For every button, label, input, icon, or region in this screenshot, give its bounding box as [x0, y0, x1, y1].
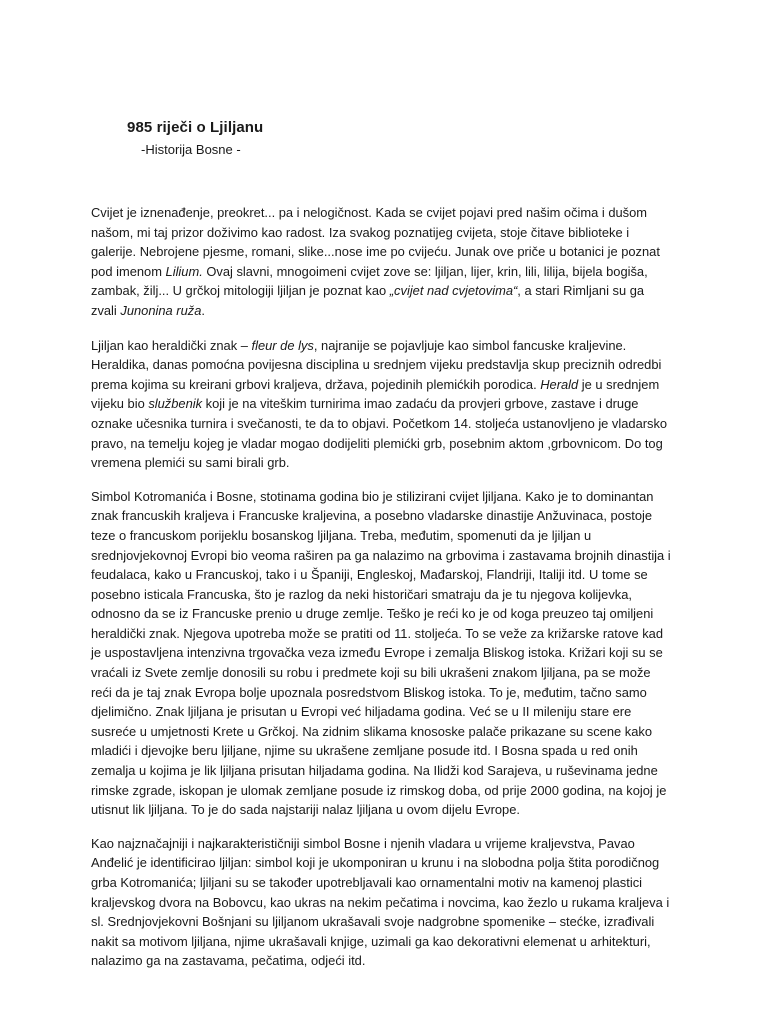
text-line: nalazimo ga na zastavama, pečatima, odjeći itd. [91, 953, 366, 969]
paragraph-kotromanic-symbol [91, 487, 695, 820]
text-line: zvali Junonina ruža. [91, 302, 205, 318]
document-title: 985 riječi o Ljiljanu [127, 119, 264, 136]
text-line: feudalaca, kako u Francuskoj, tako i u Španiji, Engleskoj, Mađarskoj, Flandriji, Italiji itd. U tome se [91, 567, 648, 583]
text-line: vremena plemići su sami birali grb. [91, 455, 290, 471]
text-line: Heraldika, danas pomoćna povijesna disciplina u srednjem vijeku predstavlja skup preciznih odredbi [91, 357, 662, 373]
document-subtitle: -Historija Bosne - [141, 142, 241, 157]
text-line: prema kojima su kreirani grbovi kraljeva, država, pojedinih plemićkih porodica. Herald je u srednjem [91, 376, 660, 392]
text-line: našom, mi taj prizor doživimo kao radost. Iza svakog poznatijeg cvijeta, stoje čitave biblioteke i [91, 224, 630, 240]
text-line: odnosno da se iz Francuske prenio u druge zemlje. Teško je reći ko je od koga preuzeo taj omiljeni [91, 606, 654, 622]
text-line: Simbol Kotromanića i Bosne, stotinama godina bio je stilizirani cvijet ljiljana. Kako je to dominantan [91, 488, 654, 504]
text-line: grba Kotromanića; ljiljani su se također upotrebljavali kao ornamentalni motiv na kamenoj plastici [91, 875, 642, 890]
text-line: kraljevskog dvora na Bobovcu, kao ukras na nekim pečatima i novcima, kao žezlo u rukama kraljeva i [91, 894, 670, 910]
text-line: Ljiljan kao heraldički znak – fleur de lys, najranije se pojavljuje kao simbol fancuske kraljevine. [91, 337, 627, 353]
text-line: Anđelić je identificirao ljiljan: simbol koji je ukomponiran u krunu i na slobodna polja štita porodičnog [91, 855, 660, 871]
text-line: oznake učesnika turnira i svečanosti, te da to objavi. Početkom 14. stoljeća ustanovljeno je vladarsko [91, 415, 668, 431]
text-line: rimske zgrade, iskopan je ulomak zemljane posude iz rimskog doba, od prije 2000 godina, na kojoj je [91, 782, 667, 798]
text-line: znak francuskih kraljeva i Francuske kraljevina, a posebno vladarske dinastije Anžuvinaca, postoje [91, 508, 653, 524]
paragraph-intro [91, 203, 695, 321]
text-line: djelimično. Znak ljiljana je prisutan u Evropi već hiljadama godina. Već se u II mileniju stare ere [91, 704, 632, 720]
text-line: utisnut lik ljiljana. To je do sada najstariji nalaz ljiljana u ovom dijelu Evrope. [91, 802, 520, 818]
text-line: zambak, žilj... U grčkoj mitologiji ljiljan je poznat kao „cvijet nad cvjetovima“, a stari Rimljani su ga [91, 283, 645, 299]
text-line: Kao najznačajniji i najkarakterističniji simbol Bosne i njenih vladara u vrijeme kraljevstva, Pavao [91, 835, 635, 851]
text-line: sl. Srednjovjekovni Bošnjani su ljiljanom ukrašavali svoje nadgrobne spomenike – stećke, izrađivali [91, 914, 655, 930]
text-line: vijeku bio službenik koji je na viteškim turnirima imao zadaću da provjeri grbove, zastave i druge [91, 396, 639, 412]
text-line: vraćali iz Svete zemlje donosili su robu i predmete koji su bili ukrašeni znakom ljiljana, pa se može [91, 665, 651, 681]
document-body [91, 203, 695, 986]
paragraph-heraldry [91, 336, 695, 473]
text-line: galerije. Nebrojene pjesme, romani, slike...nose ime po cvijeću. Junak ove priče u botanici je poznat [91, 244, 660, 260]
text-line: heraldički znak. Njegova upotreba može se pratiti od 11. stoljeća. To se veže za križarske ratove kad [91, 625, 664, 641]
paragraph-bosnian-symbol [91, 834, 695, 971]
text-line: posebno isticala Francuska, što je razlog da neki historičari smatraju da je tu njegova kolijevka, [91, 586, 632, 602]
text-line: srednjovjekovnoj Evropi bio veoma raširen pa ga nalazimo na grbovima i zastavama brojnih dinastija i [91, 547, 671, 563]
text-line: susreće u umjetnosti Krete u Grčkoj. Na zidnim slikama knososke palače prikazane su scene kako [91, 723, 653, 739]
text-line: reći da je taj znak Evropa bolje upoznala posredstvom Bliskog istoka. To je, međutim, tačno samo [91, 684, 647, 700]
text-line: pravo, na temelju kojeg je vladar mogao dodijeliti plemićki grb, posebnim aktom ,grbovnicom. Do tog [91, 435, 663, 451]
text-line: Cvijet je iznenađenje, preokret... pa i nelogičnost. Kada se cvijet pojavi pred našim očima i dušom [91, 205, 648, 220]
text-line: mladići i djevojke beru ljiljane, njime su ukrašene zemljane posude itd. I Bosna spada u red onih [91, 743, 638, 759]
text-line: zemalja u kojima je lik ljiljana prisutan hiljadama godina. Na Ilidži kod Sarajeva, u ruševinama jedne [91, 763, 658, 779]
text-line: nakit sa motivom ljiljana, njime ukrašavali knjige, uzimali ga kao dekorativni elemenat u arhitekturi, [91, 933, 651, 949]
text-line: pod imenom Lilium. Ovaj slavni, mnogoimeni cvijet zove se: ljiljan, lijer, krin, lili, lilija, bijela bogiša, [91, 263, 648, 279]
text-line: je uspostavljena intenzivna trgovačka veza između Evrope i zemalja Bliskog istoka. Križari koji su se [91, 645, 663, 661]
text-line: teze o francuskom porijeklu bosanskog ljiljana. Treba, međutim, spomenuti da je ljiljan u [91, 527, 592, 543]
